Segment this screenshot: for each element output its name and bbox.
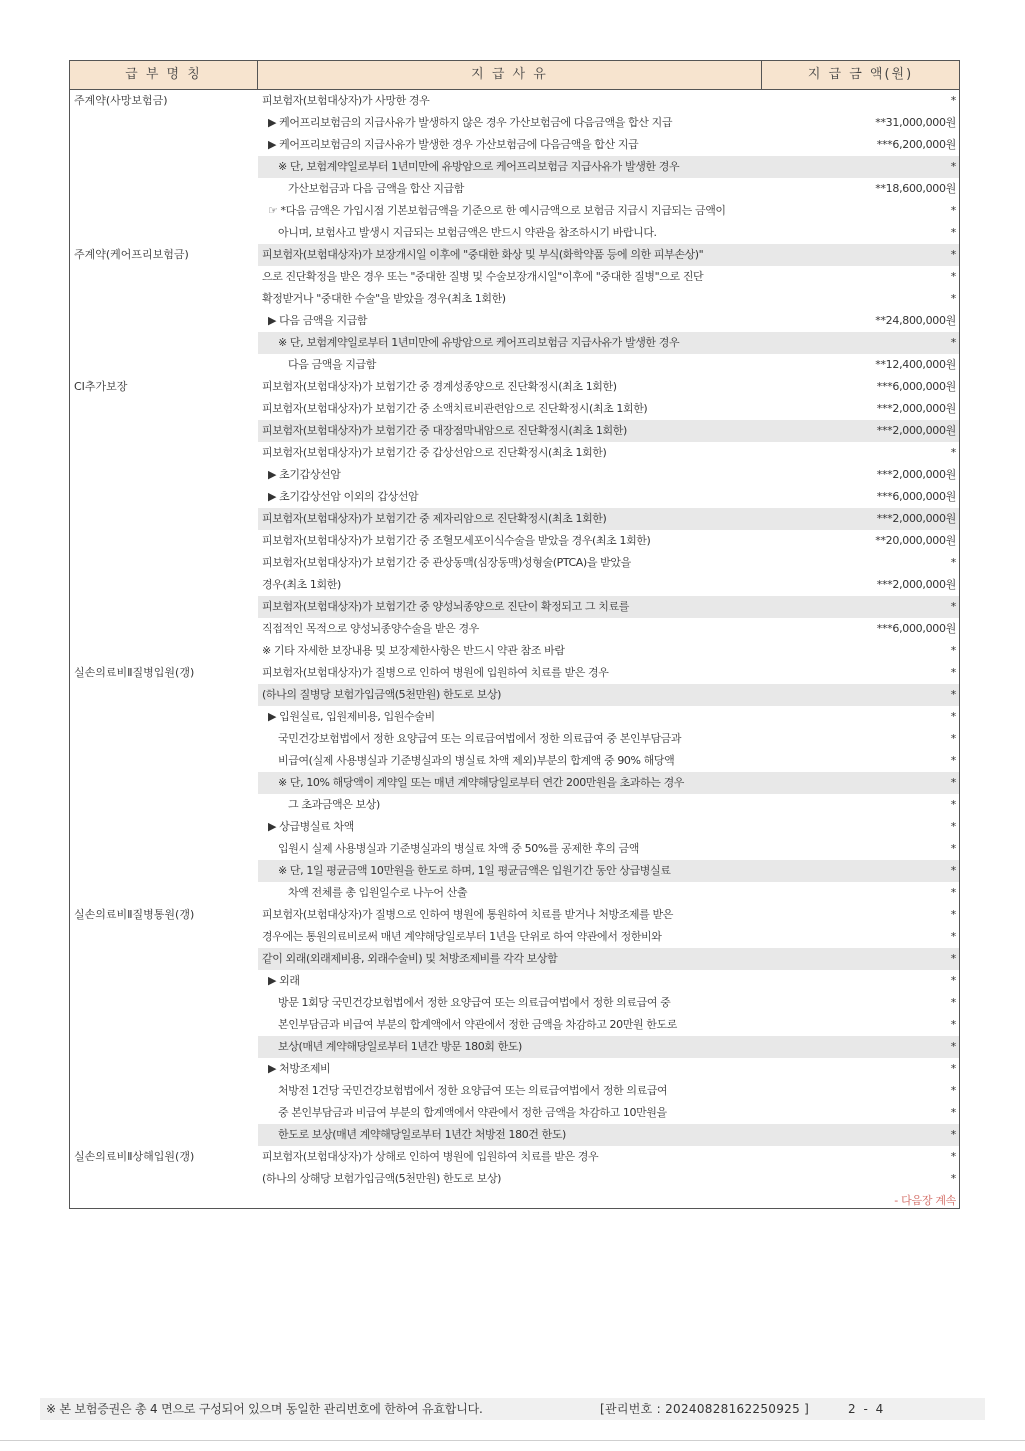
table-row bbox=[70, 706, 959, 728]
payment-amount-cell: * bbox=[950, 644, 956, 657]
benefit-name-cell bbox=[70, 794, 258, 816]
benefit-name-cell bbox=[70, 1102, 258, 1124]
benefit-name-cell bbox=[70, 420, 258, 442]
table-header bbox=[70, 61, 959, 90]
payment-reason-cell: ▶ 외래 bbox=[268, 974, 300, 987]
payment-reason-cell: 방문 1회당 국민건강보험법에서 정한 요양급여 또는 의료급여법에서 정한 의료급여 중 bbox=[278, 996, 671, 1009]
benefit-name-cell bbox=[70, 838, 258, 860]
payment-amount-cell: * bbox=[950, 1150, 956, 1163]
benefit-name-cell: 실손의료비Ⅱ상해입원(갱) bbox=[74, 1150, 195, 1163]
payment-amount-cell: * bbox=[950, 732, 956, 745]
payment-amount-cell: * bbox=[950, 798, 956, 811]
benefit-name-cell bbox=[70, 288, 258, 310]
table-row bbox=[70, 244, 959, 266]
benefit-name-cell bbox=[70, 618, 258, 640]
payment-reason-cell: 국민건강보험법에서 정한 요양급여 또는 의료급여법에서 정한 의료급여 중 본인부담금과 bbox=[278, 732, 682, 745]
table-row bbox=[70, 728, 959, 750]
payment-reason-cell: 차액 전체를 총 입원일수로 나누어 산출 bbox=[288, 886, 468, 899]
table-row bbox=[70, 156, 959, 178]
table-row bbox=[70, 464, 959, 486]
benefit-name-cell bbox=[70, 1168, 258, 1190]
payment-reason-cell: 비급여(실제 사용병실과 기준병실과의 병실료 차액 제외)부분의 합계액 중 90% 해당액 bbox=[278, 754, 675, 767]
payment-reason-cell: 피보험자(보험대상자)가 상해로 인하여 병원에 입원하여 치료를 받은 경우 bbox=[262, 1150, 599, 1163]
payment-reason-cell: 피보험자(보험대상자)가 보험기간 중 관상동맥(심장동맥)성형술(PTCA)을 받았을 bbox=[262, 556, 631, 569]
table-row bbox=[70, 882, 959, 904]
validity-note: ※ 본 보험증권은 총 4 면으로 구성되어 있으며 동일한 관리번호에 한하여 유효합니다. bbox=[46, 1402, 483, 1416]
payment-reason-cell: ※ 단, 보험계약일로부터 1년미만에 유방암으로 케어프리보험금 지급사유가 발생한 경우 bbox=[258, 156, 762, 178]
payment-reason-cell: 그 초과금액은 보상) bbox=[288, 798, 380, 811]
payment-amount-cell: * bbox=[950, 1062, 956, 1075]
payment-reason-cell: 피보험자(보험대상자)가 질병으로 인하여 병원에 입원하여 치료를 받은 경우 bbox=[262, 666, 609, 679]
payment-amount-cell: * bbox=[950, 930, 956, 943]
payment-amount-cell: * bbox=[950, 556, 956, 569]
table-row bbox=[70, 992, 959, 1014]
benefit-name-cell bbox=[70, 596, 258, 618]
payment-reason-cell: 경우(최초 1회한) bbox=[262, 578, 341, 591]
table-row bbox=[70, 750, 959, 772]
benefit-name-cell bbox=[70, 552, 258, 574]
header-payment-amount: 지 급 금 액(원) bbox=[807, 67, 914, 82]
table-row bbox=[70, 1102, 959, 1124]
table-row bbox=[70, 838, 959, 860]
benefit-name-cell bbox=[70, 1058, 258, 1080]
payment-amount-cell: * bbox=[950, 1172, 956, 1185]
payment-reason-cell: 아니며, 보험사고 발생시 지급되는 보험금액은 반드시 약관을 참조하시기 바랍니다. bbox=[278, 226, 657, 239]
payment-reason-cell: 피보험자(보험대상자)가 보험기간 중 대장점막내암으로 진단확정시(최초 1회한) bbox=[258, 420, 762, 442]
bottom-divider bbox=[0, 1440, 1025, 1441]
benefit-name-cell: 실손의료비Ⅱ질병통원(갱) bbox=[74, 908, 195, 921]
benefit-name-cell bbox=[70, 750, 258, 772]
payment-amount-cell: * bbox=[950, 1084, 956, 1097]
payment-amount-cell: * bbox=[762, 772, 959, 794]
payment-amount-cell: **18,600,000원 bbox=[875, 182, 956, 195]
benefit-name-cell bbox=[70, 354, 258, 376]
benefit-name-cell bbox=[70, 728, 258, 750]
payment-reason-cell: ▶ 초기갑상선암 bbox=[268, 468, 341, 481]
payment-reason-cell: 확정받거나 "중대한 수술"을 받았을 경우(최초 1회한) bbox=[262, 292, 506, 305]
table-row bbox=[70, 596, 959, 618]
benefit-name-cell bbox=[70, 1080, 258, 1102]
payment-reason-cell: 입원시 실제 사용병실과 기준병실과의 병실료 차액 중 50%를 공제한 후의 금액 bbox=[278, 842, 639, 855]
benefit-name-cell bbox=[70, 574, 258, 596]
payment-reason-cell: ※ 단, 10% 해당액이 계약일 또는 매년 계약해당일로부터 연간 200만원을 초과하는 경우 bbox=[258, 772, 762, 794]
benefit-name-cell bbox=[70, 134, 258, 156]
payment-reason-cell: 직접적인 목적으로 양성뇌종양수술을 받은 경우 bbox=[262, 622, 479, 635]
benefit-name-cell bbox=[70, 508, 258, 530]
payment-amount-cell: * bbox=[762, 684, 959, 706]
payment-reason-cell: (하나의 질병당 보험가입금액(5천만원) 한도로 보상) bbox=[258, 684, 762, 706]
table-row bbox=[70, 1036, 959, 1058]
payment-amount-cell: * bbox=[950, 710, 956, 723]
table-row bbox=[70, 772, 959, 794]
payment-amount-cell: **20,000,000원 bbox=[875, 534, 956, 547]
payment-reason-cell: 피보험자(보험대상자)가 보험기간 중 양성뇌종양으로 진단이 확정되고 그 치료를 bbox=[258, 596, 762, 618]
table-row bbox=[70, 178, 959, 200]
payment-amount-cell: * bbox=[950, 754, 956, 767]
benefit-name-cell bbox=[70, 156, 258, 178]
payment-reason-cell: 피보험자(보험대상자)가 보험기간 중 경계성종양으로 진단확정시(최초 1회한) bbox=[262, 380, 617, 393]
payment-reason-cell: 다음 금액을 지급함 bbox=[288, 358, 377, 371]
benefit-name-cell bbox=[70, 684, 258, 706]
benefit-name-cell bbox=[70, 640, 258, 662]
payment-amount-cell: * bbox=[762, 332, 959, 354]
table-row bbox=[70, 1014, 959, 1036]
payment-amount-cell: * bbox=[762, 596, 959, 618]
payment-reason-cell: 피보험자(보험대상자)가 보험기간 중 갑상선암으로 진단확정시(최초 1회한) bbox=[262, 446, 607, 459]
table-row bbox=[70, 948, 959, 970]
table-row bbox=[70, 376, 959, 398]
payment-reason-cell: ▶ 다음 금액을 지급함 bbox=[268, 314, 368, 327]
page-footer bbox=[40, 1398, 985, 1420]
payment-amount-cell: * bbox=[762, 244, 959, 266]
table-row bbox=[70, 860, 959, 882]
payment-amount-cell: * bbox=[950, 292, 956, 305]
payment-reason-cell: ▶ 처방조제비 bbox=[268, 1062, 331, 1075]
payment-amount-cell: ***6,000,000원 bbox=[876, 622, 956, 635]
benefit-name-cell: 주계약(케어프리보험금) bbox=[74, 248, 189, 261]
benefit-name-cell bbox=[70, 816, 258, 838]
benefit-name-cell bbox=[70, 332, 258, 354]
table-row bbox=[70, 442, 959, 464]
benefit-name-cell: 실손의료비Ⅱ질병입원(갱) bbox=[74, 666, 195, 679]
payment-reason-cell: 피보험자(보험대상자)가 보험기간 중 조혈모세포이식수술을 받았을 경우(최초 1회한) bbox=[262, 534, 651, 547]
benefit-table bbox=[69, 60, 960, 1209]
table-row bbox=[70, 486, 959, 508]
payment-amount-cell: * bbox=[950, 446, 956, 459]
benefit-name-cell bbox=[70, 222, 258, 244]
table-row bbox=[70, 1080, 959, 1102]
page-number: 2 - 4 bbox=[848, 1402, 886, 1416]
benefit-name-cell bbox=[70, 860, 258, 882]
benefit-name-cell bbox=[70, 706, 258, 728]
table-row bbox=[70, 134, 959, 156]
table-row bbox=[70, 222, 959, 244]
table-row bbox=[70, 904, 959, 926]
payment-amount-cell: * bbox=[762, 156, 959, 178]
benefit-name-cell bbox=[70, 772, 258, 794]
payment-amount-cell: * bbox=[950, 1018, 956, 1031]
benefit-name-cell bbox=[70, 178, 258, 200]
payment-amount-cell: * bbox=[950, 842, 956, 855]
table-row bbox=[70, 420, 959, 442]
payment-amount-cell: ***2,000,000원 bbox=[876, 402, 956, 415]
table-body bbox=[70, 90, 959, 1212]
payment-amount-cell: ***6,200,000원 bbox=[876, 138, 956, 151]
table-row bbox=[70, 1146, 959, 1168]
payment-reason-cell: 보상(매년 계약해당일로부터 1년간 방문 180회 한도) bbox=[258, 1036, 762, 1058]
payment-amount-cell: **24,800,000원 bbox=[875, 314, 956, 327]
payment-reason-cell: 피보험자(보험대상자)가 보험기간 중 제자리암으로 진단확정시(최초 1회한) bbox=[258, 508, 762, 530]
table-row bbox=[70, 1058, 959, 1080]
table-row bbox=[70, 662, 959, 684]
header-payment-reason: 지 급 사 유 bbox=[258, 61, 762, 89]
benefit-name-cell bbox=[70, 112, 258, 134]
benefit-name-cell bbox=[70, 530, 258, 552]
payment-amount-cell: ***6,000,000원 bbox=[876, 380, 956, 393]
payment-amount-cell: * bbox=[950, 974, 956, 987]
table-row bbox=[70, 574, 959, 596]
payment-amount-cell: ***2,000,000원 bbox=[876, 578, 956, 591]
payment-amount-cell: ***2,000,000원 bbox=[762, 508, 959, 530]
payment-amount-cell: * bbox=[950, 996, 956, 1009]
payment-reason-cell: ※ 단, 1일 평균금액 10만원을 한도로 하며, 1일 평균금액은 입원기간 동안 상급병실료 bbox=[258, 860, 762, 882]
payment-amount-cell: * bbox=[762, 1124, 959, 1146]
payment-amount-cell: * bbox=[950, 820, 956, 833]
payment-reason-cell: ▶ 케어프리보험금의 지급사유가 발생하지 않은 경우 가산보험금에 다음금액을 합산 지급 bbox=[268, 116, 673, 129]
management-number: [관리번호 : 20240828162250925 ] bbox=[600, 1402, 810, 1416]
benefit-name-cell bbox=[70, 970, 258, 992]
benefit-name-cell bbox=[70, 1124, 258, 1146]
payment-reason-cell: 같이 외래(외래제비용, 외래수술비) 및 처방조제비를 각각 보상함 bbox=[258, 948, 762, 970]
payment-reason-cell: 중 본인부담금과 비급여 부분의 합계액에서 약관에서 정한 금액을 차감하고 10만원을 bbox=[278, 1106, 667, 1119]
table-row bbox=[70, 970, 959, 992]
benefit-name-cell bbox=[70, 992, 258, 1014]
benefit-name-cell bbox=[70, 442, 258, 464]
payment-reason-cell: ▶ 상급병실료 차액 bbox=[268, 820, 354, 833]
table-row bbox=[70, 288, 959, 310]
payment-reason-cell: 피보험자(보험대상자)가 사망한 경우 bbox=[262, 94, 430, 107]
payment-amount-cell: **31,000,000원 bbox=[875, 116, 956, 129]
table-row bbox=[70, 552, 959, 574]
payment-reason-cell: 피보험자(보험대상자)가 보험기간 중 소액치료비관련암으로 진단확정시(최초 1회한) bbox=[262, 402, 648, 415]
payment-reason-cell: ※ 단, 보험계약일로부터 1년미만에 유방암으로 케어프리보험금 지급사유가 발생한 경우 bbox=[258, 332, 762, 354]
payment-reason-cell: 피보험자(보험대상자)가 질병으로 인하여 병원에 통원하여 치료를 받거나 처방조제를 받은 bbox=[262, 908, 673, 921]
payment-amount-cell: **12,400,000원 bbox=[875, 358, 956, 371]
table-row bbox=[70, 640, 959, 662]
benefit-name-cell bbox=[70, 266, 258, 288]
table-row bbox=[70, 618, 959, 640]
table-row bbox=[70, 354, 959, 376]
payment-reason-cell: ☞ *다음 금액은 가입시점 기본보험금액을 기준으로 한 예시금액으로 보험금 지급시 지급되는 금액이 bbox=[268, 204, 726, 217]
table-row bbox=[70, 530, 959, 552]
table-row bbox=[70, 200, 959, 222]
table-row bbox=[70, 926, 959, 948]
table-row bbox=[70, 310, 959, 332]
table-row bbox=[70, 112, 959, 134]
payment-reason-cell: (하나의 상해당 보험가입금액(5천만원) 한도로 보상) bbox=[262, 1172, 502, 1185]
table-row bbox=[70, 1168, 959, 1190]
payment-reason-cell: 처방전 1건당 국민건강보험법에서 정한 요양급여 또는 의료급여법에서 정한 의료급여 bbox=[278, 1084, 668, 1097]
payment-amount-cell: * bbox=[950, 886, 956, 899]
payment-amount-cell: * bbox=[950, 270, 956, 283]
benefit-name-cell: CI추가보장 bbox=[74, 380, 128, 393]
table-row bbox=[70, 90, 959, 112]
table-row bbox=[70, 1190, 959, 1212]
table-row bbox=[70, 684, 959, 706]
continued-note: - 다음장 계속 bbox=[894, 1194, 956, 1207]
payment-amount-cell: ***6,000,000원 bbox=[876, 490, 956, 503]
payment-amount-cell: * bbox=[950, 94, 956, 107]
benefit-name-cell bbox=[70, 926, 258, 948]
benefit-name-cell bbox=[70, 310, 258, 332]
payment-reason-cell: 피보험자(보험대상자)가 보장개시일 이후에 "중대한 화상 및 부식(화학약품 등에 의한 피부손상)" bbox=[258, 244, 762, 266]
benefit-name-cell bbox=[70, 1014, 258, 1036]
payment-amount-cell: ***2,000,000원 bbox=[876, 468, 956, 481]
table-row bbox=[70, 508, 959, 530]
table-row bbox=[70, 1124, 959, 1146]
payment-reason-cell: 본인부담금과 비급여 부분의 합계액에서 약관에서 정한 금액을 차감하고 20만원 한도로 bbox=[278, 1018, 677, 1031]
benefit-name-cell bbox=[70, 486, 258, 508]
table-row bbox=[70, 816, 959, 838]
payment-amount-cell: * bbox=[950, 666, 956, 679]
benefit-name-cell bbox=[70, 1036, 258, 1058]
table-row bbox=[70, 398, 959, 420]
payment-amount-cell: * bbox=[762, 948, 959, 970]
payment-reason-cell: 가산보험금과 다음 금액을 합산 지급함 bbox=[288, 182, 465, 195]
benefit-name-cell bbox=[70, 200, 258, 222]
payment-amount-cell: ***2,000,000원 bbox=[762, 420, 959, 442]
table-row bbox=[70, 266, 959, 288]
header-benefit-name: 급 부 명 칭 bbox=[70, 61, 258, 89]
payment-amount-cell: * bbox=[950, 204, 956, 217]
table-row bbox=[70, 794, 959, 816]
payment-amount-cell: * bbox=[762, 860, 959, 882]
benefit-name-cell bbox=[70, 948, 258, 970]
payment-amount-cell: * bbox=[950, 908, 956, 921]
benefit-name-cell bbox=[70, 464, 258, 486]
payment-reason-cell: 으로 진단확정을 받은 경우 또는 "중대한 질병 및 수술보장개시일"이후에 "중대한 질병"으로 진단 bbox=[262, 270, 704, 283]
payment-reason-cell: ▶ 초기갑상선암 이외의 갑상선암 bbox=[268, 490, 419, 503]
payment-reason-cell: ▶ 케어프리보험금의 지급사유가 발생한 경우 가산보험금에 다음금액을 합산 지급 bbox=[268, 138, 639, 151]
payment-amount-cell: * bbox=[762, 1036, 959, 1058]
payment-reason-cell: 경우에는 통원의료비로써 매년 계약해당일로부터 1년을 단위로 하여 약관에서 정한비와 bbox=[262, 930, 662, 943]
payment-reason-cell: ▶ 입원실료, 입원제비용, 입원수술비 bbox=[268, 710, 435, 723]
payment-reason-cell: 한도로 보상(매년 계약해당일로부터 1년간 처방전 180건 한도) bbox=[258, 1124, 762, 1146]
payment-reason-cell: ※ 기타 자세한 보장내용 및 보장제한사항은 반드시 약관 참조 바람 bbox=[262, 644, 565, 657]
payment-amount-cell: * bbox=[950, 1106, 956, 1119]
table-row bbox=[70, 332, 959, 354]
payment-amount-cell: * bbox=[950, 226, 956, 239]
benefit-name-cell: 주계약(사망보험금) bbox=[74, 94, 168, 107]
benefit-name-cell bbox=[70, 882, 258, 904]
benefit-name-cell bbox=[70, 398, 258, 420]
